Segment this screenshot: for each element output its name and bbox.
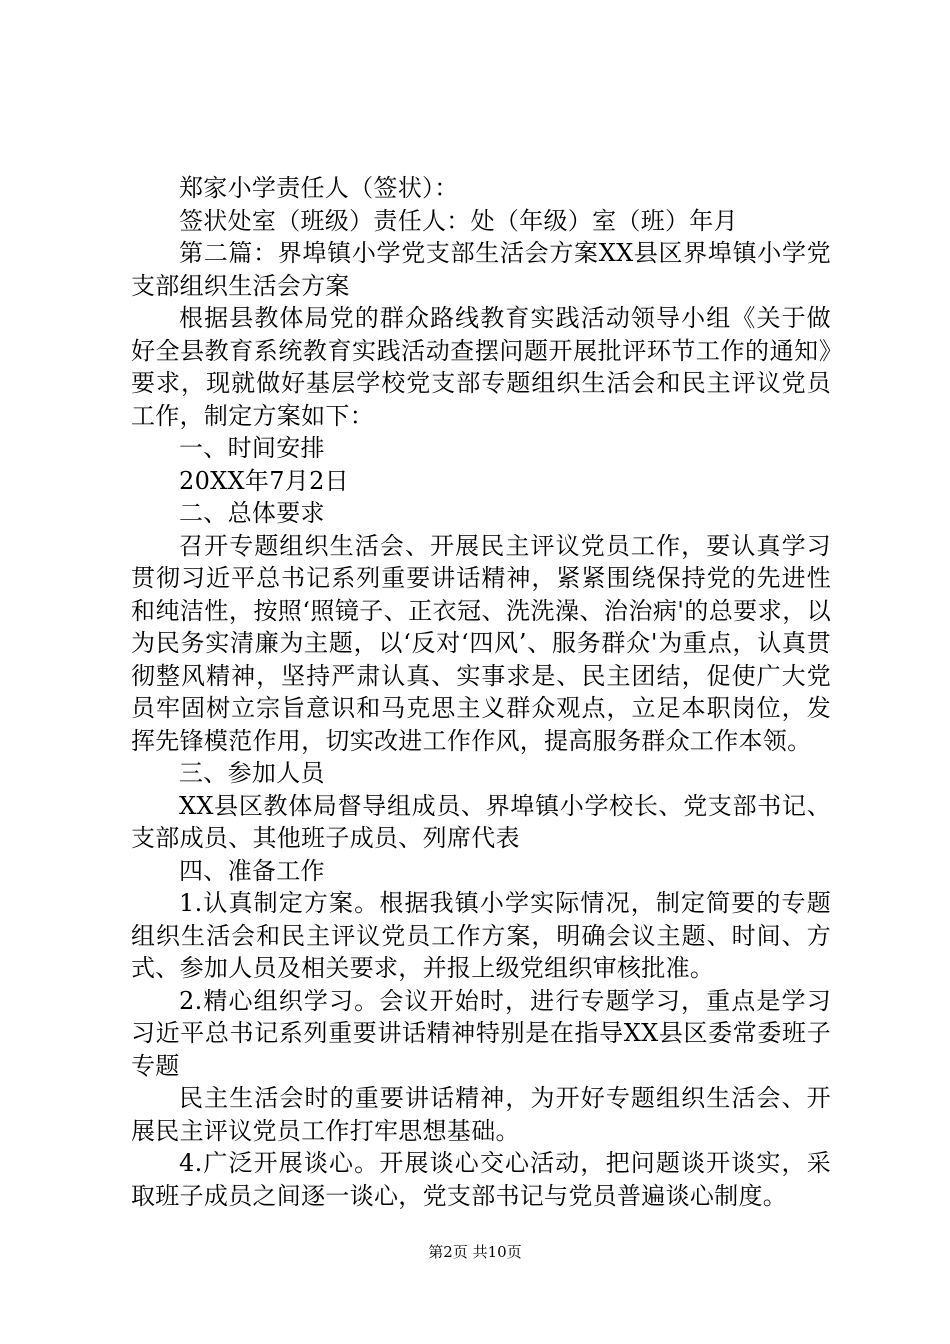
- heading-participants: 三、参加人员: [179, 759, 325, 787]
- paragraph-section-title: 第二篇：界埠镇小学党支部生活会方案XX县区界埠镇小学党支部组织生活会方案: [131, 239, 831, 300]
- paragraph-signature-school: 郑家小学责任人（签状）：: [179, 174, 459, 202]
- paragraph-signature-office: 签状处室（班级）责任人：处（年级）室（班）年月: [179, 206, 738, 235]
- heading-time-arrangement: 一、时间安排: [179, 434, 325, 462]
- paragraph-participants: XX县区教体局督导组成员、界埠镇小学校长、党支部书记、支部成员、其他班子成员、列席代表: [131, 791, 831, 852]
- paragraph-prep-talks: 4.广泛开展谈心。开展谈心交心活动，把问题谈开谈实，采取班子成员之间逐一谈心，党支部书记与党员普遍谈心制度。: [131, 1149, 831, 1210]
- document-body: [131, 172, 831, 1212]
- paragraph-prep-study: 2.精心组织学习。会议开始时，进行专题学习，重点是学习习近平总书记系列重要讲话精神特别是在指导XX县区委常委班子专题: [131, 986, 831, 1080]
- page-footer: [0, 1242, 950, 1262]
- paragraph-prep-plan: 1.认真制定方案。根据我镇小学实际情况，制定简要的专题组织生活会和民主评议党员工作方案，明确会议主题、时间、方式、参加人员及相关要求，并报上级党组织审核批准。: [131, 889, 831, 982]
- heading-preparation: 四、准备工作: [179, 856, 325, 885]
- paragraph-general-requirements: 召开专题组织生活会、开展民主评议党员工作，要认真学习贯彻习近平总书记系列重要讲话精神，紧紧围绕保持党的先进性和纯洁性，按照‘照镜子、正衣冠、洗洗澡、治治病'的总要求，以为民务实清廉为主题，以‘反对‘四风’、服务群众'为重点，认真贯彻整风精神，坚持严肃认真、实事求是、民主团结，促使广大党员牢固树立宗旨意识和马克思主义群众观点，立足本职岗位，发挥先锋模范作用，切实改进工作作风，提高服务群众工作本领。: [131, 531, 831, 755]
- paragraph-date: 20XX年7月2日: [179, 466, 349, 495]
- paragraph-intro: 根据县教体局党的群众路线教育实践活动领导小组《关于做好全县教育系统教育实践活动查摆问题开展批评环节工作的通知》要求，现就做好基层学校党支部专题组织生活会和民主评议党员工作，制定方案如下：: [131, 304, 831, 430]
- page-number-label: 第2页 共10页: [428, 1243, 522, 1261]
- heading-general-requirements: 二、总体要求: [179, 499, 325, 527]
- paragraph-prep-study-continued: 民主生活会时的重要讲话精神，为开好专题组织生活会、开展民主评议党员工作打牢思想基础。: [131, 1084, 831, 1145]
